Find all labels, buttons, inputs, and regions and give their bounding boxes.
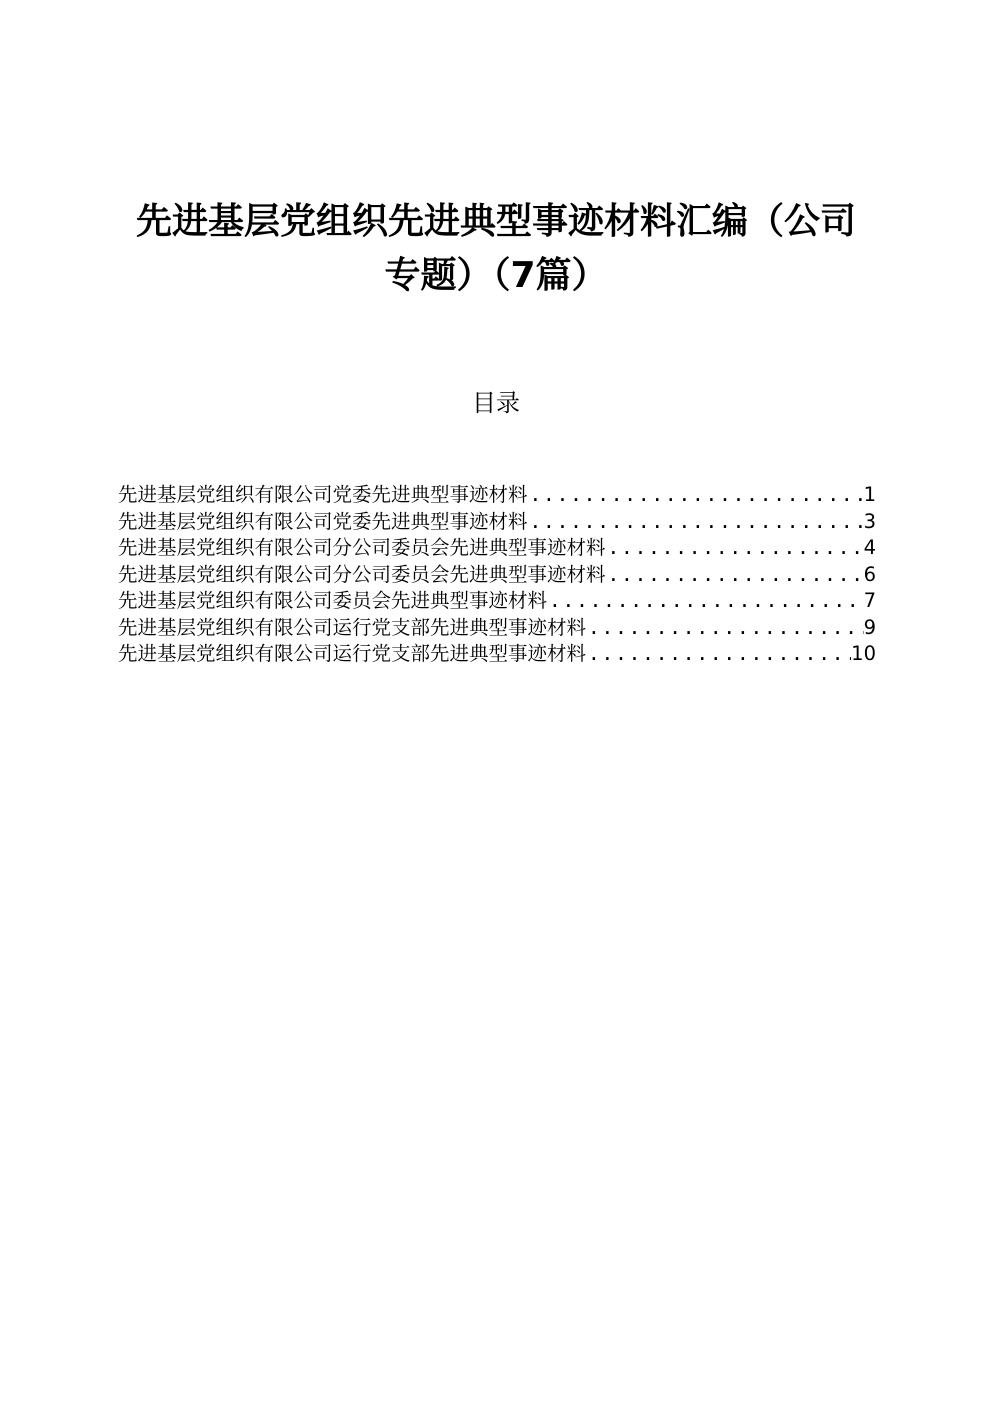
toc-dot-leader	[606, 562, 864, 589]
title-line-1: 先进基层党组织先进典型事迹材料汇编（公司	[135, 201, 856, 242]
title-line-2: 专题）（7篇）	[384, 255, 608, 296]
toc-dot-leader	[606, 535, 864, 562]
toc-entry-title: 先进基层党组织有限公司分公司委员会先进典型事迹材料	[118, 536, 606, 559]
toc-entry[interactable]	[118, 535, 876, 562]
toc-entry[interactable]	[118, 509, 876, 536]
toc-entry-title: 先进基层党组织有限公司运行党支部先进典型事迹材料	[118, 642, 587, 665]
toc-entry-title: 先进基层党组织有限公司委员会先进典型事迹材料	[118, 589, 548, 612]
toc-dot-leader	[586, 615, 864, 642]
toc-entry-page: 4	[863, 536, 876, 559]
toc-dot-leader	[528, 482, 864, 509]
toc-dot-leader	[528, 509, 864, 536]
toc-entry-page: 6	[863, 562, 876, 586]
toc-entry-title: 先进基层党组织有限公司运行党支部先进典型事迹材料	[118, 615, 587, 639]
document-title	[110, 195, 882, 303]
toc-entry-title: 先进基层党组织有限公司分公司委员会先进典型事迹材料	[118, 562, 606, 586]
toc-entry[interactable]	[118, 615, 876, 642]
toc-entry[interactable]	[118, 641, 876, 668]
toc-heading: 目录	[472, 389, 520, 417]
toc-entry-page: 1	[863, 483, 876, 506]
toc-dot-leader	[586, 641, 851, 668]
toc-entry-page: 7	[863, 589, 876, 612]
toc-entry[interactable]	[118, 482, 876, 509]
toc-entry-title: 先进基层党组织有限公司党委先进典型事迹材料	[118, 483, 528, 506]
toc-entry-page: 9	[863, 615, 876, 639]
toc-entry[interactable]	[118, 562, 876, 589]
toc-entry-title: 先进基层党组织有限公司党委先进典型事迹材料	[118, 509, 528, 533]
toc-entry-page: 3	[863, 509, 876, 533]
toc-entry[interactable]	[118, 588, 876, 615]
table-of-contents	[118, 482, 876, 668]
toc-dot-leader	[547, 588, 864, 615]
toc-entry-page: 10	[851, 642, 876, 665]
